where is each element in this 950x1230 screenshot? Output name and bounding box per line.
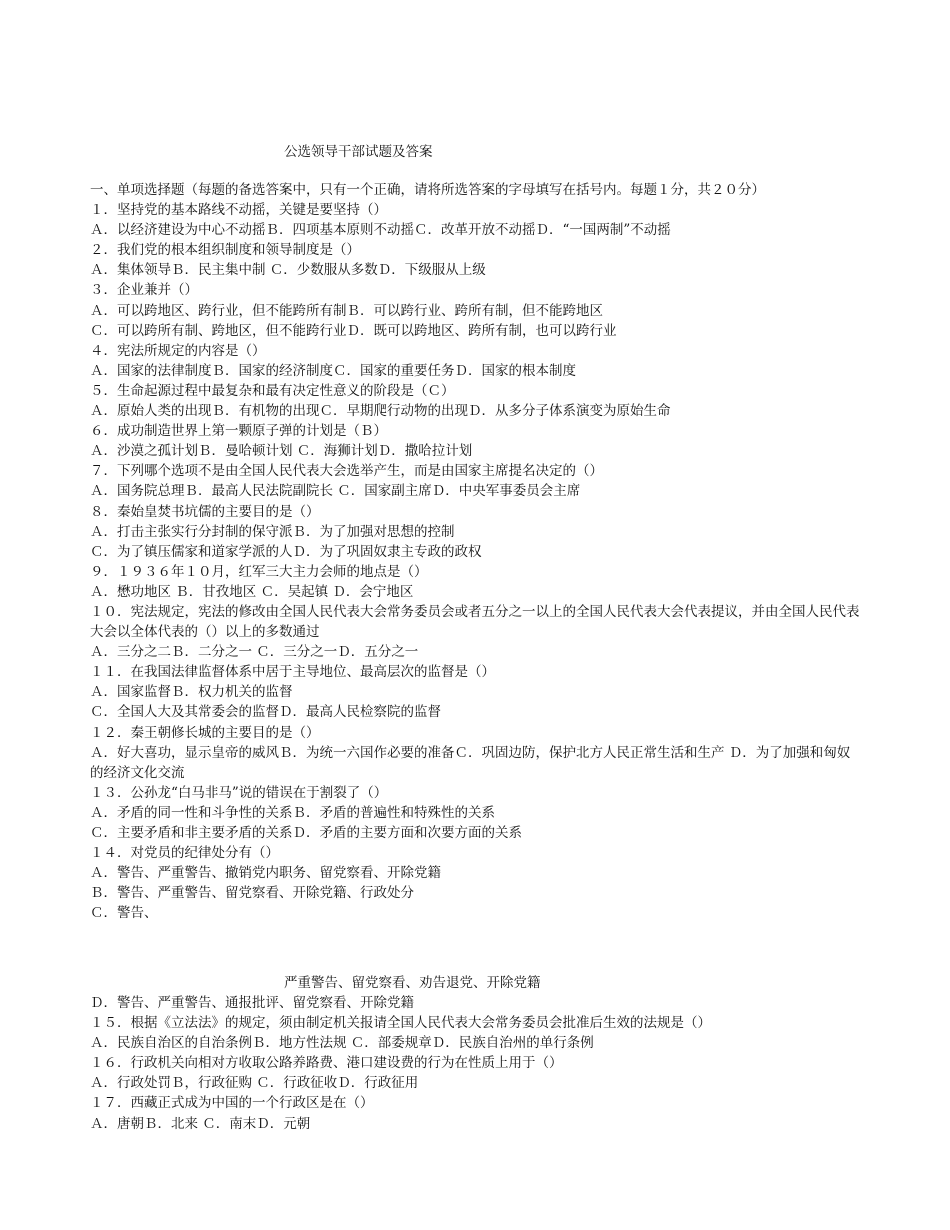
question-3-options-a: Ａ．可以跨地区、跨行业，但不能跨所有制Ｂ．可以跨行业、跨所有制，但不能跨地区 xyxy=(90,302,603,319)
question-14-option-b: Ｂ．警告、严重警告、留党察看、开除党籍、行政处分 xyxy=(90,885,414,902)
question-3: ３．企业兼并（） xyxy=(90,282,198,299)
question-14: １４．对党员的纪律处分有（） xyxy=(90,845,279,862)
question-4-options: Ａ．国家的法律制度Ｂ．国家的经济制度Ｃ．国家的重要任务Ｄ．国家的根本制度 xyxy=(90,362,576,379)
question-2-options: Ａ．集体领导Ｂ．民主集中制 Ｃ．少数服从多数Ｄ．下级服从上级 xyxy=(90,262,486,279)
question-1: １．坚持党的基本路线不动摇，关键是要坚持（） xyxy=(90,202,387,219)
question-13-options-a: Ａ．矛盾的同一性和斗争性的关系Ｂ．矛盾的普遍性和特殊性的关系 xyxy=(90,804,495,821)
question-7-options: Ａ．国务院总理Ｂ．最高人民法院副院长 Ｃ．国家副主席Ｄ．中央军事委员会主席 xyxy=(90,483,581,500)
question-10: １０．宪法规定，宪法的修改由全国人民代表大会常务委员会或者五分之一以上的全国人民代表大会代表提议，并由全国人民代表大会以全体代表的（）以上的多数通过 xyxy=(90,603,860,641)
question-8: ８．秦始皇焚书坑儒的主要目的是（） xyxy=(90,503,320,520)
question-4: ４．宪法所规定的内容是（） xyxy=(90,342,266,359)
questions-part-2 xyxy=(90,993,862,1134)
questions-part-1 xyxy=(90,180,862,923)
question-11-options-b: Ｃ．全国人大及其常委会的监督Ｄ．最高人民检察院的监督 xyxy=(90,704,441,721)
question-8-options-b: Ｃ．为了镇压儒家和道家学派的人Ｄ．为了巩固奴隶主专政的政权 xyxy=(90,543,482,560)
question-7: ７．下列哪个选项不是由全国人民代表大会选举产生，而是由国家主席提名决定的（） xyxy=(90,463,603,480)
question-10-options: Ａ．三分之二Ｂ．二分之一 Ｃ．三分之一Ｄ．五分之一 xyxy=(90,644,419,661)
question-3-options-b: Ｃ．可以跨所有制、跨地区，但不能跨行业Ｄ．既可以跨地区、跨所有制，也可以跨行业 xyxy=(90,322,617,339)
question-11-options-a: Ａ．国家监督Ｂ．权力机关的监督 xyxy=(90,684,293,701)
question-14-option-d: Ｄ．警告、严重警告、通报批评、留党察看、开除党籍 xyxy=(90,995,414,1011)
question-1-options: Ａ．以经济建设为中心不动摇Ｂ．四项基本原则不动摇Ｃ．改革开放不动摇Ｄ．“一国两制”不动摇 xyxy=(90,222,671,239)
question-6-options: Ａ．沙漠之孤计划Ｂ．曼哈顿计划 Ｃ．海狮计划Ｄ．撒哈拉计划 xyxy=(90,443,473,460)
document-title: 公选领导干部试题及答案 xyxy=(284,144,433,160)
question-9-options: Ａ．懋功地区 Ｂ．甘孜地区 Ｃ．吴起镇 Ｄ．会宁地区 xyxy=(90,583,414,600)
question-16: １６．行政机关向相对方收取公路养路费、港口建设费的行为在性质上用于（） xyxy=(90,1055,563,1072)
question-16-options: Ａ．行政处罚Ｂ，行政征购 Ｃ．行政征收Ｄ．行政征用 xyxy=(90,1075,419,1092)
question-12: １２．秦王朝修长城的主要目的是（） xyxy=(90,724,320,741)
question-9: ９．１９３６年１０月，红军三大主力会师的地点是（） xyxy=(90,563,428,580)
question-17-options: Ａ．唐朝Ｂ．北来 Ｃ．南末Ｄ．元朝 xyxy=(90,1115,311,1132)
question-13: １３．公孙龙“白马非马”说的错误在于割裂了（） xyxy=(90,784,388,801)
question-14-option-c-continued: 严重警告、留党察看、劝告退党、开除党籍 xyxy=(284,975,541,991)
question-12-options: Ａ．好大喜功，显示皇帝的威风Ｂ．为统一六国作必要的准备Ｃ．巩固边防，保护北方人民正常生活和生产 Ｄ．为了加强和匈奴的经济文化交流 xyxy=(90,744,851,781)
question-8-options-a: Ａ．打击主张实行分封制的保守派Ｂ．为了加强对思想的控制 xyxy=(90,523,455,540)
question-11: １１．在我国法律监督体系中居于主导地位、最高层次的监督是（） xyxy=(90,664,495,681)
question-6: ６．成功制造世界上第一颗原子弹的计划是（Ｂ） xyxy=(90,423,387,440)
question-2: ２．我们党的根本组织制度和领导制度是（） xyxy=(90,242,360,259)
question-5: ５．生命起源过程中最复杂和最有决定性意义的阶段是（Ｃ） xyxy=(90,382,455,399)
question-14-option-a: Ａ．警告、严重警告、撤销党内职务、留党察看、开除党籍 xyxy=(90,865,441,882)
question-15-options: Ａ．民族自治区的自治条例Ｂ．地方性法规 Ｃ．部委规章Ｄ．民族自治州的单行条例 xyxy=(90,1035,594,1052)
section-heading: 一、单项选择题（每题的备选答案中，只有一个正确，请将所选答案的字母填写在括号内。每题１分，共２０分） xyxy=(90,182,765,198)
question-17: １７．西藏正式成为中国的一个行政区是在（） xyxy=(90,1095,374,1112)
question-15: １５．根据《立法法》的规定，须由制定机关报请全国人民代表大会常务委员会批准后生效的法规是（） xyxy=(90,1015,711,1032)
question-5-options: Ａ．原始人类的出现Ｂ．有机物的出现Ｃ．早期爬行动物的出现Ｄ．从多分子体系演变为原始生命 xyxy=(90,403,671,420)
question-14-option-c: Ｃ．警告、 xyxy=(90,905,158,922)
question-13-options-b: Ｃ．主要矛盾和非主要矛盾的关系Ｄ．矛盾的主要方面和次要方面的关系 xyxy=(90,825,522,841)
